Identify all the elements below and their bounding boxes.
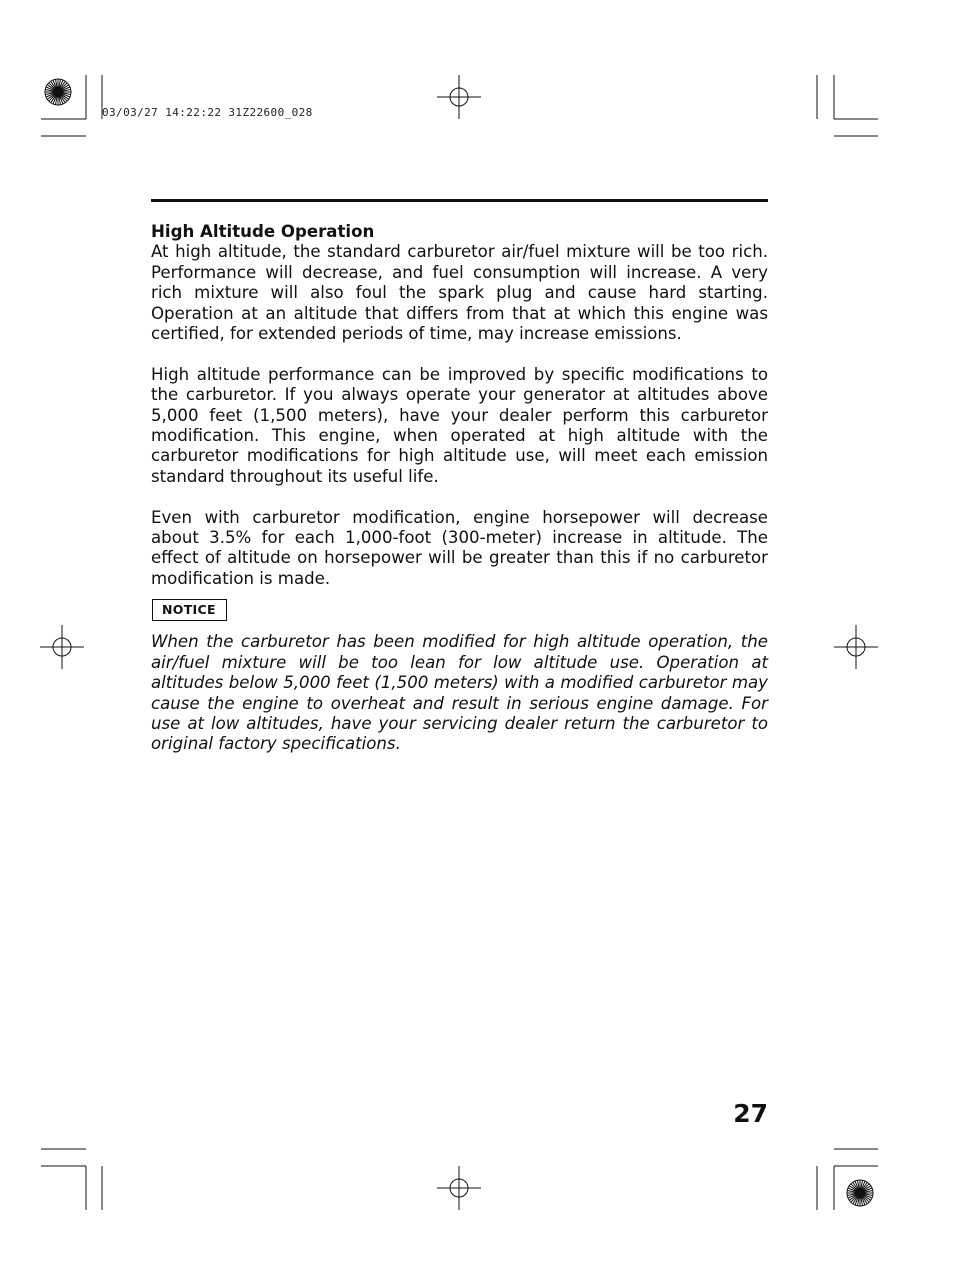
registration-crosshair-top xyxy=(437,75,481,119)
registration-sunburst-bottom-right xyxy=(847,1180,873,1206)
section-top-rule xyxy=(151,199,768,202)
crop-mark-bottom-right xyxy=(817,1149,878,1210)
registration-crosshair-right xyxy=(834,625,878,669)
paragraph-1: At high altitude, the standard carburetor air/fuel mixture will be too rich. Performance will decrease, and fuel consumption will increase. A very rich mixture will also foul the spark plug and cause hard starting. Operation at an altitude that differs from that at which this engine was certified, for extended periods of time, may increase emissions. xyxy=(151,242,768,344)
crop-mark-bottom-left xyxy=(41,1149,102,1210)
notice-label: NOTICE xyxy=(152,599,227,621)
registration-crosshair-bottom xyxy=(437,1166,481,1210)
paragraph-2: High altitude performance can be improved by specific modifications to the carburetor. If you always operate your generator at altitudes above 5,000 feet (1,500 meters), have your dealer perform this carburetor modification. This engine, when operated at high altitude with the carburetor modifications for high altitude use, will meet each emission standard throughout its useful life. xyxy=(151,364,768,486)
print-timestamp: 03/03/27 14:22:22 31Z22600_028 xyxy=(102,106,313,119)
page-number: 27 xyxy=(733,1099,768,1128)
section-heading: High Altitude Operation xyxy=(151,222,375,241)
page-content xyxy=(151,222,768,755)
registration-crosshair-left xyxy=(40,625,84,669)
registration-sunburst-top-left xyxy=(45,79,71,105)
crop-mark-top-right xyxy=(817,75,878,136)
paragraph-3: Even with carburetor modification, engine horsepower will decrease about 3.5% for each 1,000-foot (300-meter) increase in altitude. The effect of altitude on horsepower will be greater than this if no carburetor modification is made. xyxy=(151,507,768,588)
notice-text: When the carburetor has been modified for high altitude operation, the air/fuel mixture will be too lean for low altitude use. Operation at altitudes below 5,000 feet (1,500 meters) with a modified carburetor may cause the engine to overheat and result in serious engine damage. For use at low altitudes, have your servicing dealer return the carburetor to original factory specifications. xyxy=(151,632,768,754)
